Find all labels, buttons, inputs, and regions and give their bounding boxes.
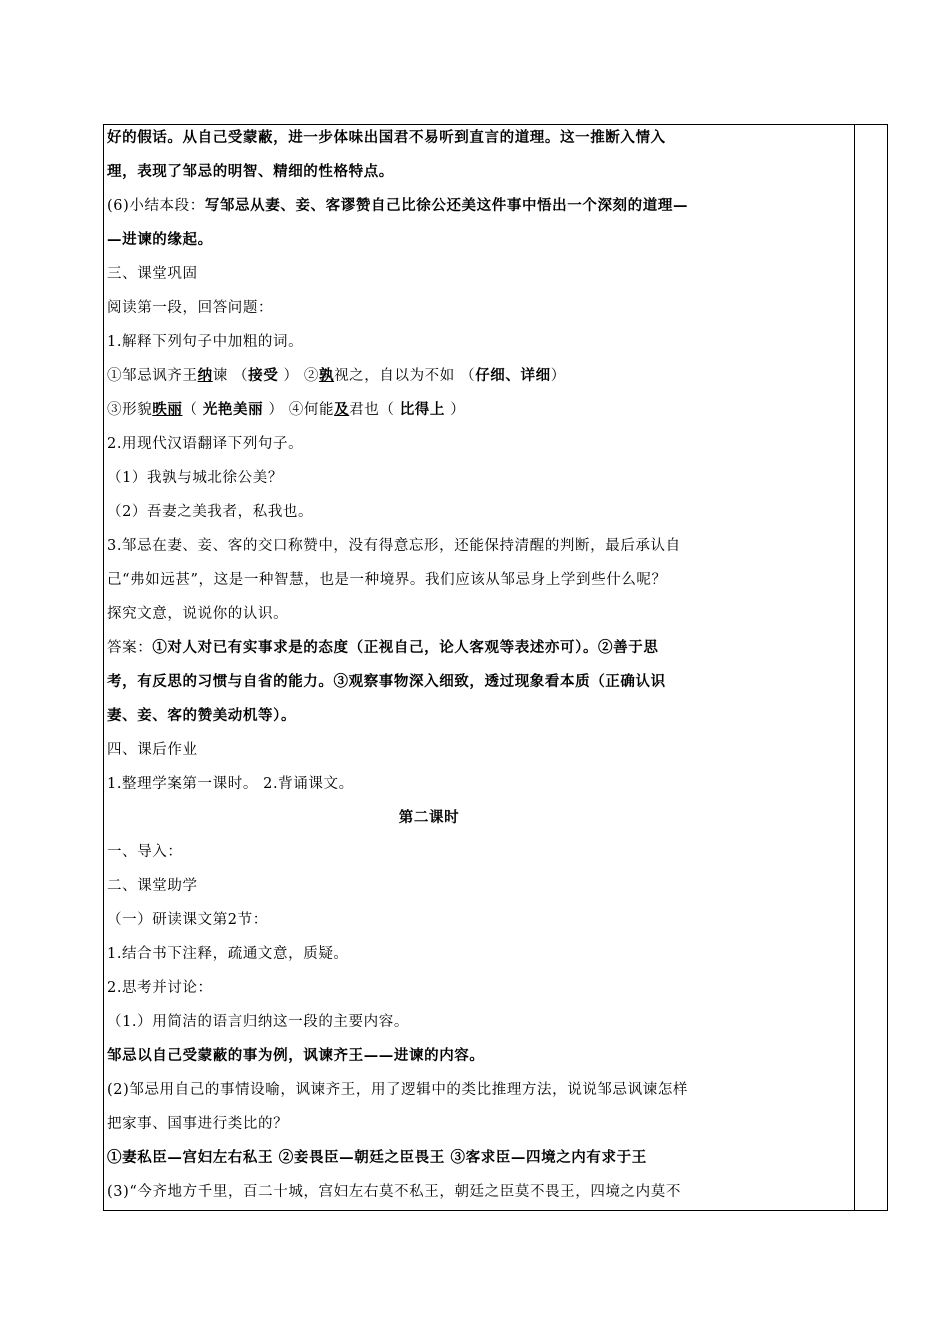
text-line: 好的假话。从自己受蒙蔽，进一步体味出国君不易听到直言的道理。这一推断入情入 xyxy=(107,129,666,146)
answer-line: 答案：①对人对已有实事求是的态度（正视自己，论人客观等表述亦可）。②善于思 xyxy=(107,639,659,656)
answer-line: ①妻私臣—宫妇左右私王 ②妾畏臣—朝廷之臣畏王 ③客求臣—四境之内有求于王 xyxy=(107,1149,647,1166)
question-line: ③形貌昳丽（ 光艳美丽 ） ④何能及君也（ 比得上 ） xyxy=(107,401,466,418)
text-line: 1.整理学案第一课时。 2.背诵课文。 xyxy=(107,776,354,792)
answer-line: 邹忌以自己受蒙蔽的事为例，讽谏齐王——进谏的内容。 xyxy=(107,1047,485,1064)
section-heading: 三、课堂巩固 xyxy=(107,266,198,282)
text-line: 探究文意，说说你的认识。 xyxy=(107,606,289,622)
text-line: (2)邹忌用自己的事情设喻，讽谏齐王，用了逻辑中的类比推理方法，说说邹忌讽谏怎样 xyxy=(107,1082,689,1098)
answer-line: 妻、妾、客的赞美动机等）。 xyxy=(107,707,297,724)
section-heading: 二、课堂助学 xyxy=(107,878,198,894)
text-line: 理，表现了邹忌的明智、精细的性格特点。 xyxy=(107,163,394,180)
text-line: 己“弗如远甚”，这是一种智慧，也是一种境界。我们应该从邹忌身上学到些什么呢？ xyxy=(107,572,667,588)
text-line: 3.邹忌在妻、妾、客的交口称赞中，没有得意忘形，还能保持清醒的判断，最后承认自 xyxy=(107,538,681,554)
text-line: 1.结合书下注释，疏通文意，质疑。 xyxy=(107,946,349,962)
text-line: （1.）用简洁的语言归纳这一段的主要内容。 xyxy=(107,1014,409,1030)
section-heading: 四、课后作业 xyxy=(107,742,198,758)
text-line: (3)“今齐地方千里，百二十城，宫妇左右莫不私王，朝廷之臣莫不畏王，四境之内莫不 xyxy=(107,1184,681,1200)
text-line: —进谏的缘起。 xyxy=(107,231,213,248)
text-line: 1.解释下列句子中加粗的词。 xyxy=(107,334,304,350)
section-heading: 一、导入： xyxy=(107,844,183,860)
text-line: （一）研读课文第2节： xyxy=(107,912,268,928)
column-divider xyxy=(854,125,855,1210)
question-line: ①邹忌讽齐王纳谏 （接受 ） ②孰视之，自以为不如 （仔细、详细） xyxy=(107,367,566,384)
text-line: 阅读第一段，回答问题： xyxy=(107,300,274,316)
text-line: 2.思考并讨论： xyxy=(107,980,213,996)
text-line: 2.用现代汉语翻译下列句子。 xyxy=(107,436,304,452)
text-line: (6)小结本段：写邹忌从妻、妾、客谬赞自己比徐公还美这件事中悟出一个深刻的道理— xyxy=(107,197,689,214)
lesson-table xyxy=(103,124,888,1211)
lesson-title: 第二课时 xyxy=(398,809,460,826)
text-line: （2）吾妻之美我者，私我也。 xyxy=(107,504,314,520)
answer-line: 考，有反思的习惯与自省的能力。③观察事物深入细致，透过现象看本质（正确认识 xyxy=(107,673,666,690)
text-line: 把家事、国事进行类比的？ xyxy=(107,1116,289,1132)
text-line: （1）我孰与城北徐公美？ xyxy=(107,470,283,486)
